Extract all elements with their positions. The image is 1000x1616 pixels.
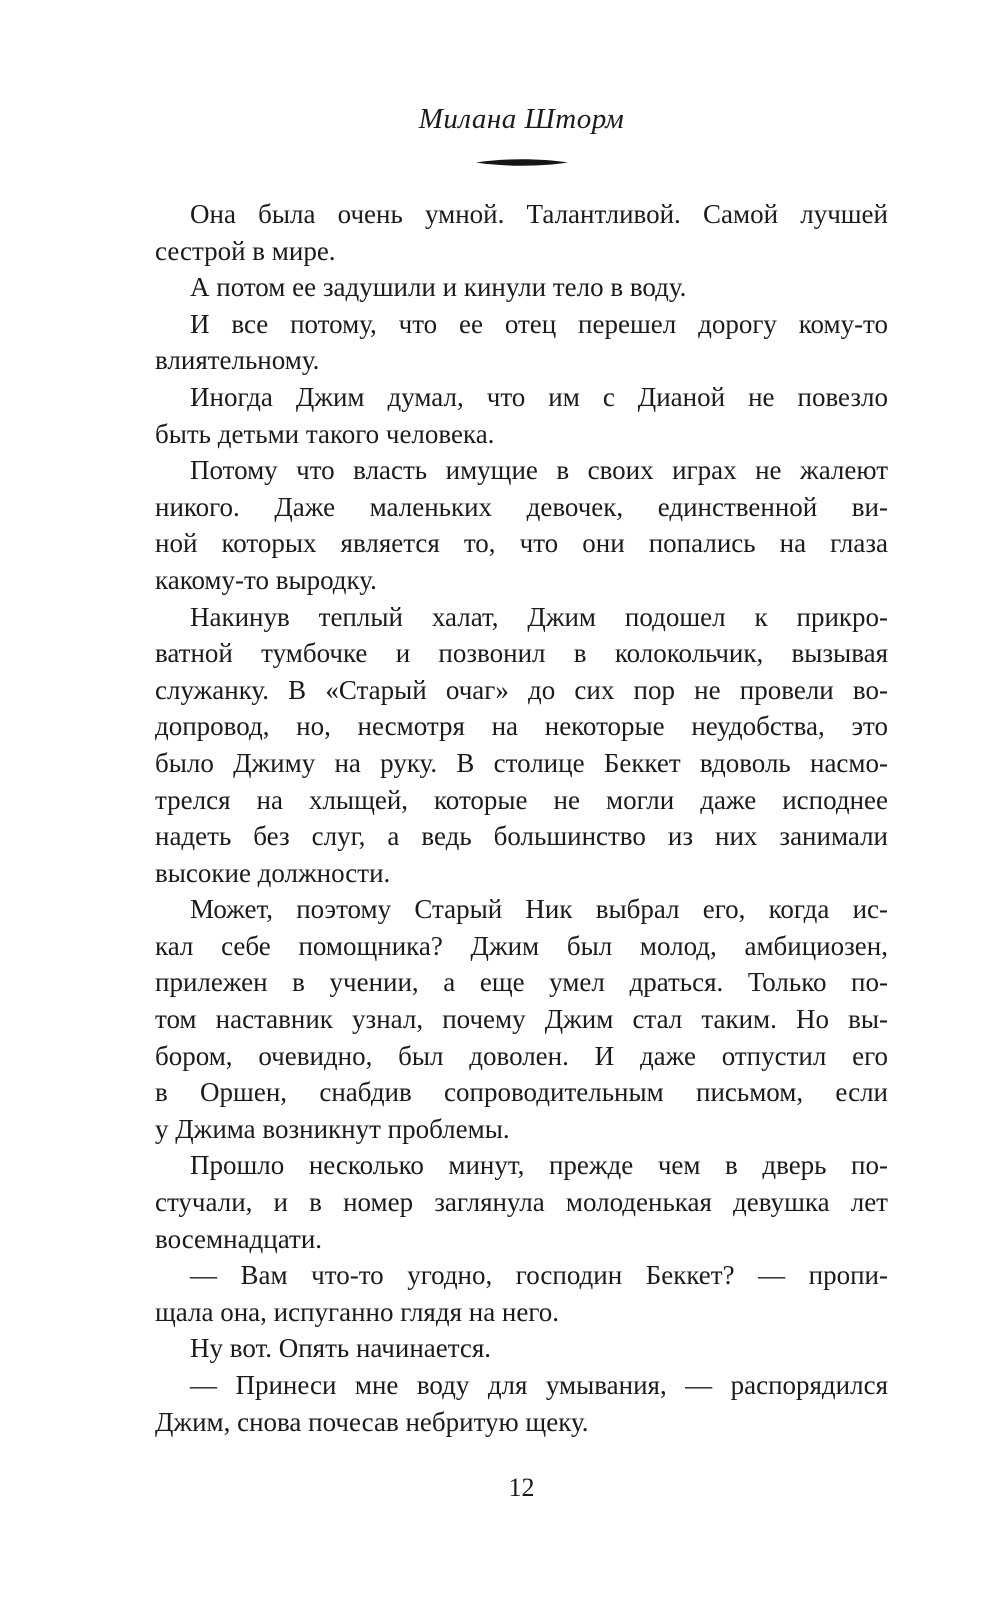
- diamond-rule-icon: [476, 157, 568, 168]
- text-line: том наставник узнал, почему Джим стал таким. Но вы-: [155, 1004, 888, 1035]
- page-number: 12: [508, 1473, 535, 1502]
- text-line: влиятельному.: [155, 345, 320, 376]
- text-line: было Джиму на руку. В столице Беккет вдоволь насмо-: [155, 747, 888, 778]
- text-line: Джим, снова почесав небритую щеку.: [155, 1406, 589, 1437]
- text-line: Может, поэтому Старый Ник выбрал его, когда ис-: [190, 894, 888, 925]
- text-line: И все потому, что ее отец перешел дорогу кому-то: [190, 308, 888, 339]
- text-line: допровод, но, несмотря на некоторые неудобства, это: [155, 711, 888, 742]
- text-line: Иногда Джим думал, что им с Дианой не повезло: [190, 381, 888, 412]
- body-text: [155, 196, 888, 1440]
- text-line: надеть без слуг, а ведь большинство из них занимали: [155, 821, 888, 852]
- section-divider: [155, 157, 888, 175]
- text-line: служанку. В «Старый очаг» до сих пор не провели во-: [155, 674, 888, 705]
- text-line: кал себе помощника? Джим был молод, амбициозен,: [155, 930, 888, 961]
- text-line: Прошло несколько минут, прежде чем в дверь по-: [190, 1150, 888, 1181]
- text-line: какому-то выродку.: [155, 564, 377, 595]
- text-line: прилежен в учении, а еще умел драться. Только по-: [155, 967, 888, 998]
- text-line: Накинув теплый халат, Джим подошел к прикро-: [190, 601, 888, 632]
- text-line: Потому что власть имущие в своих играх не жалеют: [190, 455, 888, 486]
- text-line: у Джима возникнут проблемы.: [155, 1113, 510, 1144]
- text-line: трелся на хлыщей, которые не могли даже исподнее: [155, 784, 888, 815]
- text-line: ватной тумбочке и позвонил в колокольчик, вызывая: [155, 638, 888, 669]
- text-line: — Вам что-то угодно, господин Беккет? — пропи-: [190, 1260, 888, 1291]
- running-header-author: Милана Шторм: [418, 103, 625, 135]
- text-line: ной которых является то, что они попались на глаза: [155, 528, 888, 559]
- text-line: высокие должности.: [155, 857, 391, 888]
- text-line: — Принеси мне воду для умывания, — распорядился: [190, 1370, 888, 1400]
- text-line: А потом ее задушили и кинули тело в воду.: [190, 272, 687, 303]
- text-line: Она была очень умной. Талантливой. Самой лучшей: [190, 199, 888, 229]
- text-line: стучали, и в номер заглянула молоденькая девушка лет: [155, 1187, 888, 1218]
- text-line: в Оршен, снабдив сопроводительным письмом, если: [155, 1077, 888, 1108]
- text-line: быть детьми такого человека.: [155, 418, 495, 449]
- text-line: Ну вот. Опять начинается.: [190, 1333, 492, 1364]
- text-line: никого. Даже маленьких девочек, единственной ви-: [155, 491, 888, 522]
- text-line: восемнадцати.: [155, 1223, 323, 1254]
- text-line: бором, очевидно, был доволен. И даже отпустил его: [155, 1040, 888, 1071]
- text-line: сестрой в мире.: [155, 235, 336, 266]
- text-line: щала она, испуганно глядя на него.: [155, 1296, 560, 1327]
